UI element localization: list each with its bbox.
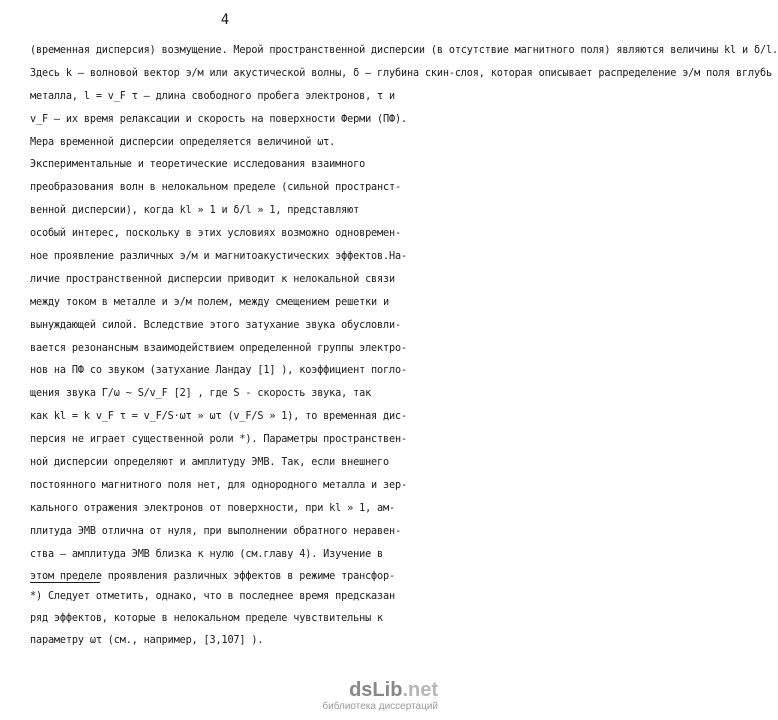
- footnote-line: параметру ωτ (см., например, [3,107] ).: [30, 635, 264, 646]
- text-line: ное проявление различных э/м и магнитоакустических эффектов.На-: [30, 251, 407, 263]
- text-line: этом пределе проявления различных эффектов в режиме трансфор-: [30, 571, 395, 583]
- watermark-logo-accent: .net: [402, 679, 438, 701]
- text-line: щения звука Γ/ω ~ S/v_F [2] , где S - скорость звука, так: [30, 388, 372, 400]
- text-line: v_F – их время релаксации и скорость на поверхности Ферми (ПФ).: [30, 113, 407, 125]
- text-line: вынуждающей силой. Вследствие этого затухание звука обусловли-: [30, 319, 401, 331]
- text-line: между током в металле и э/м полем, между смещением решетки и: [30, 296, 390, 308]
- text-line: ства – амплитуда ЭМВ близка к нулю (см.главу 4). Изучение в: [30, 548, 384, 560]
- text-line: как kl = k v_F τ = v_F/S·ωτ » ωτ (v_F/S » 1), то временная дис-: [30, 411, 407, 423]
- text-line: вается резонансным взаимодействием определенной группы электро-: [30, 342, 407, 354]
- footnote-divider: [30, 582, 100, 583]
- text-line: плитуда ЭМВ отлична от нуля, при выполнении обратного неравен-: [30, 525, 401, 537]
- text-line: преобразования волн в нелокальном пределе (сильной пространст-: [30, 182, 401, 194]
- text-line: личие пространственной дисперсии приводит к нелокальной связи: [30, 273, 395, 285]
- text-line: постоянного магнитного поля нет, для однородного металла и зер-: [30, 479, 407, 491]
- watermark: [322, 679, 438, 712]
- watermark-logo: [322, 679, 438, 701]
- text-line: персия не играет существенной роли *). Параметры пространствен-: [30, 434, 407, 446]
- text-line: (временная дисперсия) возмущение. Мерой пространственной дисперсии (в отсутствие магнитного поля) являются величины kl и δ/l.: [30, 45, 778, 56]
- text-line: Мера временной дисперсии определяется величиной ωτ.: [30, 136, 336, 148]
- body-text: [30, 40, 778, 589]
- watermark-subtitle: библиотека диссертаций: [322, 701, 438, 712]
- text-line: венной дисперсии), когда kl » 1 и δ/l » 1, представляют: [30, 205, 360, 217]
- page-number: 4: [220, 12, 230, 28]
- footnote: [30, 586, 430, 652]
- text-line: нов на ПФ со звуком (затухание Ландау [1] ), коэффициент погло-: [30, 365, 407, 377]
- text-line: Экспериментальные и теоретические исследования взаимного: [30, 159, 366, 171]
- text-line: ной дисперсии определяют и амплитуду ЭМВ. Так, если внешнего: [30, 457, 390, 469]
- text-line: кального отражения электронов от поверхности, при kl » 1, ам-: [30, 502, 395, 514]
- footnote-line: ряд эффектов, которые в нелокальном пределе чувствительны к: [30, 613, 384, 624]
- text-line: Здесь k – волновой вектор э/м или акустической волны, δ – глубина скин-слоя, которая описывает распределение э/м поля вглубь: [30, 67, 772, 79]
- footnote-line: *) Следует отметить, однако, что в последнее время предсказан: [30, 591, 395, 602]
- watermark-logo-main: dsLib: [349, 679, 403, 701]
- text-line: особый интерес, поскольку в этих условиях возможно одновремен-: [30, 228, 401, 240]
- text-line: металла, l = v_F τ – длина свободного пробега электронов, τ и: [30, 90, 395, 102]
